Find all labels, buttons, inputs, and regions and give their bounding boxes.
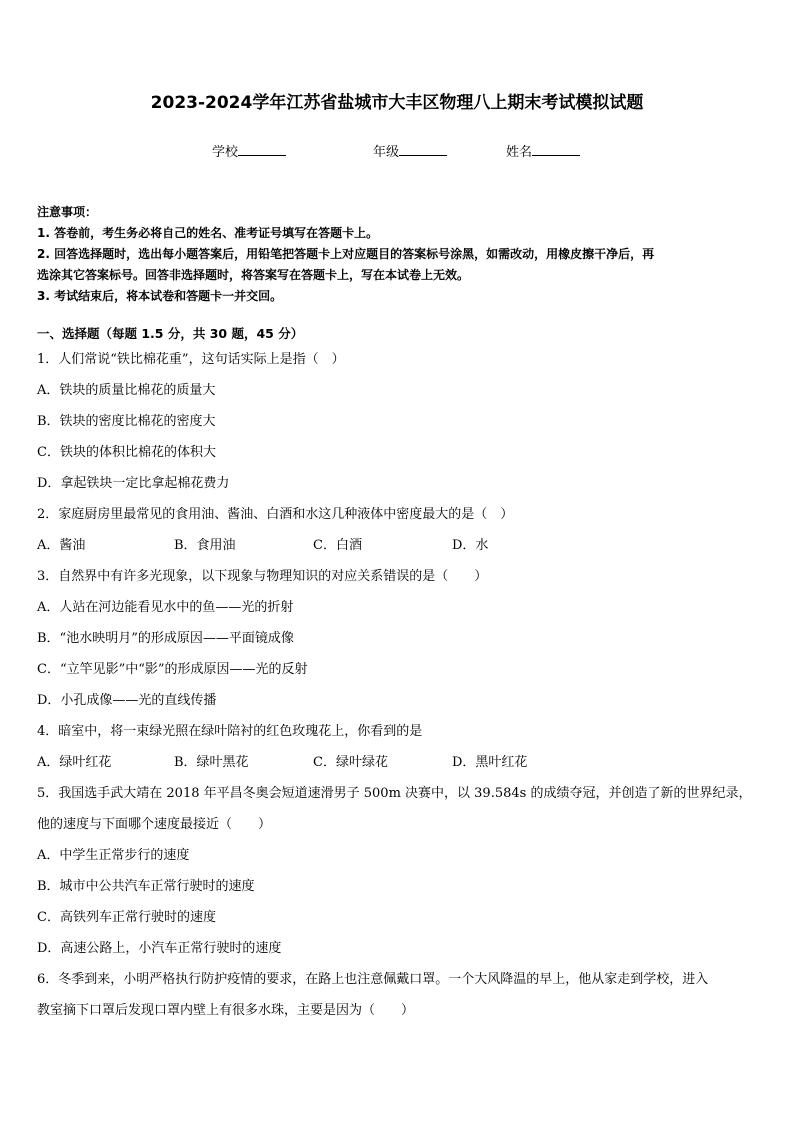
question-3-option-a: A．人站在河边能看见水中的鱼——光的折射 (37, 600, 294, 615)
exam-title: 2023-2024学年江苏省盐城市大丰区物理八上期末考试模拟试题 (150, 93, 644, 113)
question-5-option-c: C．高铁列车正常行驶时的速度 (37, 910, 216, 925)
question-5-option-b: B．城市中公共汽车正常行驶时的速度 (37, 879, 255, 894)
student-info-row (0, 141, 794, 161)
note-item: 3. 考试结束后，将本试卷和答题卡一并交回。 (37, 289, 283, 303)
question-1-option-c: C．铁块的体积比棉花的体积大 (37, 445, 216, 460)
question-4-option-a: A．绿叶红花 (37, 755, 112, 770)
question-2-options (37, 535, 759, 566)
question-2-option-c: C．白酒 (313, 538, 362, 553)
question-5-option-a: A．中学生正常步行的速度 (37, 848, 190, 863)
question-2-option-d: D．水 (452, 538, 489, 553)
grade-blank (399, 142, 447, 156)
name-blank (532, 142, 580, 156)
question-4-options (37, 752, 759, 783)
question-5-stem-line-2: 他的速度与下面哪个速度最接近（ ） (37, 817, 272, 832)
notes-block (37, 202, 757, 307)
question-3-option-c: C．“立竿见影”中“影”的形成原因——光的反射 (37, 662, 308, 677)
question-3-stem: 3．自然界中有许多光现象，以下现象与物理知识的对应关系错误的是（ ） (37, 569, 488, 584)
name-label: 姓名 (506, 145, 533, 160)
school-label: 学校 (212, 145, 239, 160)
question-6-stem-line-1: 6．冬季到来，小明严格执行防护疫情的要求，在路上也注意佩戴口罩。一个大风降温的早上，他从家走到学校，进入 (37, 972, 709, 987)
school-blank (238, 142, 286, 156)
note-item: 1. 答卷前，考生务必将自己的姓名、准考证号填写在答题卡上。 (37, 226, 379, 240)
question-2-option-a: A．酱油 (37, 538, 86, 553)
question-2-option-b: B．食用油 (174, 538, 236, 553)
name-field (506, 141, 580, 160)
question-4-option-c: C．绿叶绿花 (313, 755, 388, 770)
question-3-option-d: D．小孔成像——光的直线传播 (37, 693, 217, 708)
question-2-stem: 2．家庭厨房里最常见的食用油、酱油、白酒和水这几种液体中密度最大的是（ ） (37, 507, 514, 522)
question-1-option-a: A．铁块的质量比棉花的质量大 (37, 383, 216, 398)
question-4-option-d: D．黑叶红花 (452, 755, 528, 770)
question-4-stem: 4．暗室中，将一束绿光照在绿叶陪衬的红色玫瑰花上，你看到的是 (37, 724, 423, 739)
grade-label: 年级 (373, 145, 400, 160)
note-item: 选涂其它答案标号。回答非选择题时，将答案写在答题卡上，写在本试卷上无效。 (37, 268, 470, 282)
question-5-option-d: D．高速公路上，小汽车正常行驶时的速度 (37, 941, 282, 956)
question-1-option-b: B．铁块的密度比棉花的密度大 (37, 414, 216, 429)
note-item: 2. 回答选择题时，选出每小题答案后，用铅笔把答题卡上对应题目的答案标号涂黑，如需改动，用橡皮擦干净后，再 (37, 247, 655, 261)
question-3-option-b: B．“池水映明月”的形成原因——平面镜成像 (37, 631, 294, 646)
question-1-stem: 1．人们常说“铁比棉花重”，这句话实际上是指（ ） (37, 352, 345, 367)
question-1-option-d: D．拿起铁块一定比拿起棉花费力 (37, 476, 230, 491)
notes-heading: 注意事项： (37, 205, 98, 219)
section-heading: 一、选择题（每题 1.5 分，共 30 题，45 分） (37, 326, 304, 341)
question-5-stem-line-1: 5．我国选手武大靖在 2018 年平昌冬奥会短道速滑男子 500m 决赛中，以 39.584s 的成绩夺冠，并创造了新的世界纪录， (37, 786, 752, 801)
questions-block (37, 323, 759, 1031)
school-field (212, 141, 286, 160)
grade-field (373, 141, 447, 160)
question-6-stem-line-2: 教室摘下口罩后发现口罩内壁上有很多水珠，主要是因为（ ） (37, 1003, 415, 1018)
question-4-option-b: B．绿叶黑花 (174, 755, 249, 770)
